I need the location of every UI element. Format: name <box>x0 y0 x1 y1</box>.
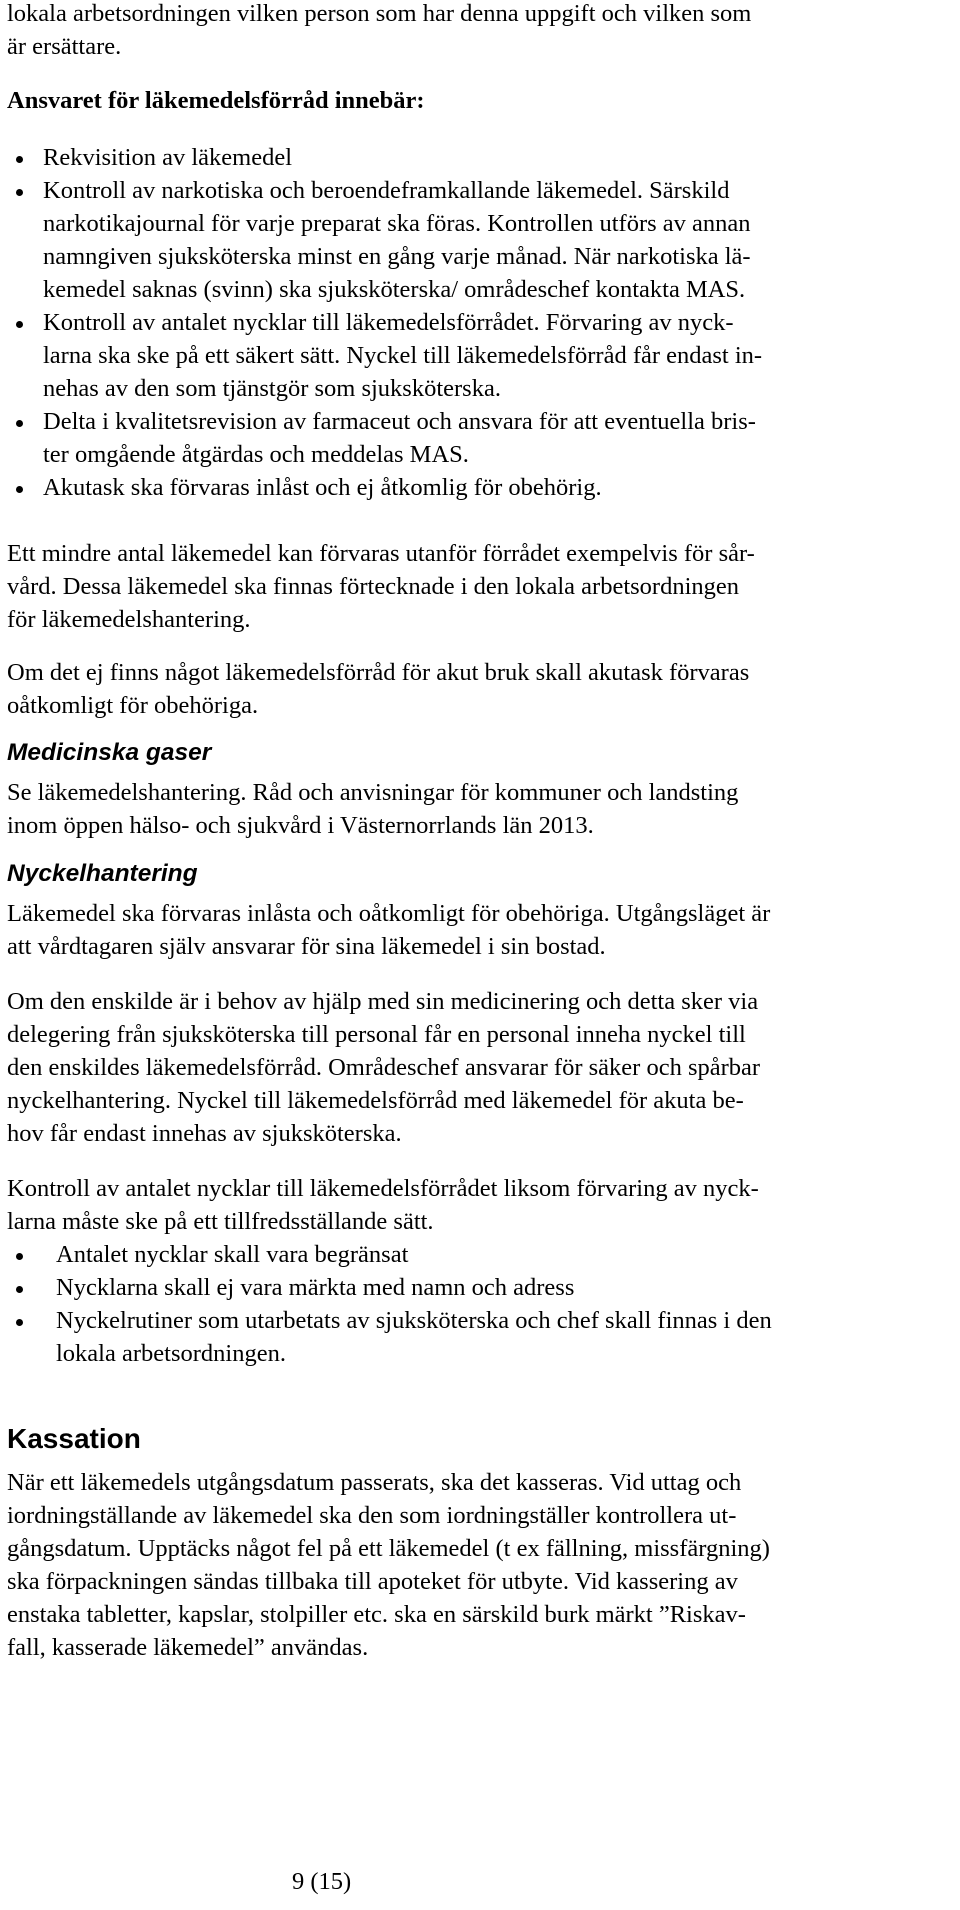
paragraph-line: larna måste ske på ett tillfredsställande sätt. <box>7 1208 434 1235</box>
intro-line: lokala arbetsordningen vilken person som har denna uppgift och vilken som <box>7 0 752 27</box>
paragraph-line: för läkemedelshantering. <box>7 606 251 633</box>
list-item: Nycklarna skall ej vara märkta med namn och adress <box>56 1274 575 1301</box>
paragraph-line: nyckelhantering. Nyckel till läkemedelsförråd med läkemedel för akuta be- <box>7 1087 744 1114</box>
list-item-continuation: lokala arbetsordningen. <box>56 1340 286 1367</box>
list-item: Kontroll av antalet nycklar till läkemedelsförrådet. Förvaring av nyck- <box>43 309 734 336</box>
bullet-icon <box>16 1253 23 1260</box>
list-item: Nyckelrutiner som utarbetats av sjuksköterska och chef skall finnas i den <box>56 1307 772 1334</box>
paragraph-line: ska förpackningen sändas tillbaka till apoteket för utbyte. Vid kassering av <box>7 1568 738 1595</box>
paragraph-line: den enskildes läkemedelsförråd. Områdeschef ansvarar för säker och spårbar <box>7 1054 761 1081</box>
paragraph-line: enstaka tabletter, kapslar, stolpiller etc. ska en särskild burk märkt ”Riskav- <box>7 1601 746 1628</box>
paragraph-line: att vårdtagaren själv ansvarar för sina läkemedel i sin bostad. <box>7 933 606 960</box>
list-item: Akutask ska förvaras inlåst och ej åtkomlig för obehörig. <box>43 474 602 501</box>
paragraph-line: Om det ej finns något läkemedelsförråd för akut bruk skall akutask förvaras <box>7 659 750 686</box>
bullet-icon <box>16 189 23 196</box>
list-item: Kontroll av narkotiska och beroendeframkallande läkemedel. Särskild <box>43 177 730 204</box>
paragraph-line: Läkemedel ska förvaras inlåsta och oåtkomligt för obehöriga. Utgångsläget är <box>7 900 771 927</box>
list-item-continuation: larna ska ske på ett säkert sätt. Nyckel till läkemedelsförråd får endast in- <box>43 342 763 369</box>
paragraph-line: gångsdatum. Upptäcks något fel på ett läkemedel (t ex fällning, missfärgning) <box>7 1535 770 1562</box>
bullet-icon <box>16 1319 23 1326</box>
bullet-icon <box>16 156 23 163</box>
paragraph-line: hov får endast innehas av sjuksköterska. <box>7 1120 402 1147</box>
disposal-heading: Kassation <box>7 1423 141 1454</box>
paragraph-line: Se läkemedelshantering. Råd och anvisningar för kommuner och landsting <box>7 779 739 806</box>
medical-gases-heading: Medicinska gaser <box>7 739 212 766</box>
paragraph-line: inom öppen hälso- och sjukvård i Västernorrlands län 2013. <box>7 812 594 839</box>
paragraph-line: Kontroll av antalet nycklar till läkemedelsförrådet liksom förvaring av nyck- <box>7 1175 759 1202</box>
paragraph-line: delegering från sjuksköterska till personal får en personal inneha nyckel till <box>7 1021 746 1048</box>
bullet-icon <box>16 1286 23 1293</box>
bullet-icon <box>16 420 23 427</box>
paragraph-line: Ett mindre antal läkemedel kan förvaras utanför förrådet exempelvis för sår- <box>7 540 755 567</box>
intro-line: är ersättare. <box>7 33 122 60</box>
paragraph-line: fall, kasserade läkemedel” användas. <box>7 1634 369 1661</box>
list-item-continuation: narkotikajournal för varje preparat ska föras. Kontrollen utförs av annan <box>43 210 751 237</box>
list-item: Antalet nycklar skall vara begränsat <box>56 1241 409 1268</box>
list-item: Delta i kvalitetsrevision av farmaceut och ansvara för att eventuella bris- <box>43 408 756 435</box>
paragraph-line: vård. Dessa läkemedel ska finnas förtecknade i den lokala arbetsordningen <box>7 573 739 600</box>
paragraph-line: oåtkomligt för obehöriga. <box>7 692 259 719</box>
list-item-continuation: namngiven sjuksköterska minst en gång varje månad. När narkotiska lä- <box>43 243 751 270</box>
list-item-continuation: nehas av den som tjänstgör som sjuksköterska. <box>43 375 501 402</box>
paragraph-line: När ett läkemedels utgångsdatum passerats, ska det kasseras. Vid uttag och <box>7 1469 742 1496</box>
bullet-icon <box>16 321 23 328</box>
list-item: Rekvisition av läkemedel <box>43 144 293 171</box>
paragraph-line: Om den enskilde är i behov av hjälp med sin medicinering och detta sker via <box>7 988 759 1015</box>
list-item-continuation: ter omgående åtgärdas och meddelas MAS. <box>43 441 469 468</box>
bullet-icon <box>16 486 23 493</box>
responsibility-heading: Ansvaret för läkemedelsförråd innebär: <box>7 87 425 114</box>
page-number: 9 (15) <box>292 1868 352 1895</box>
paragraph-line: iordningställande av läkemedel ska den som iordningställer kontrollera ut- <box>7 1502 737 1529</box>
list-item-continuation: kemedel saknas (svinn) ska sjuksköterska/ områdeschef kontakta MAS. <box>43 276 746 303</box>
key-handling-heading: Nyckelhantering <box>7 860 198 887</box>
